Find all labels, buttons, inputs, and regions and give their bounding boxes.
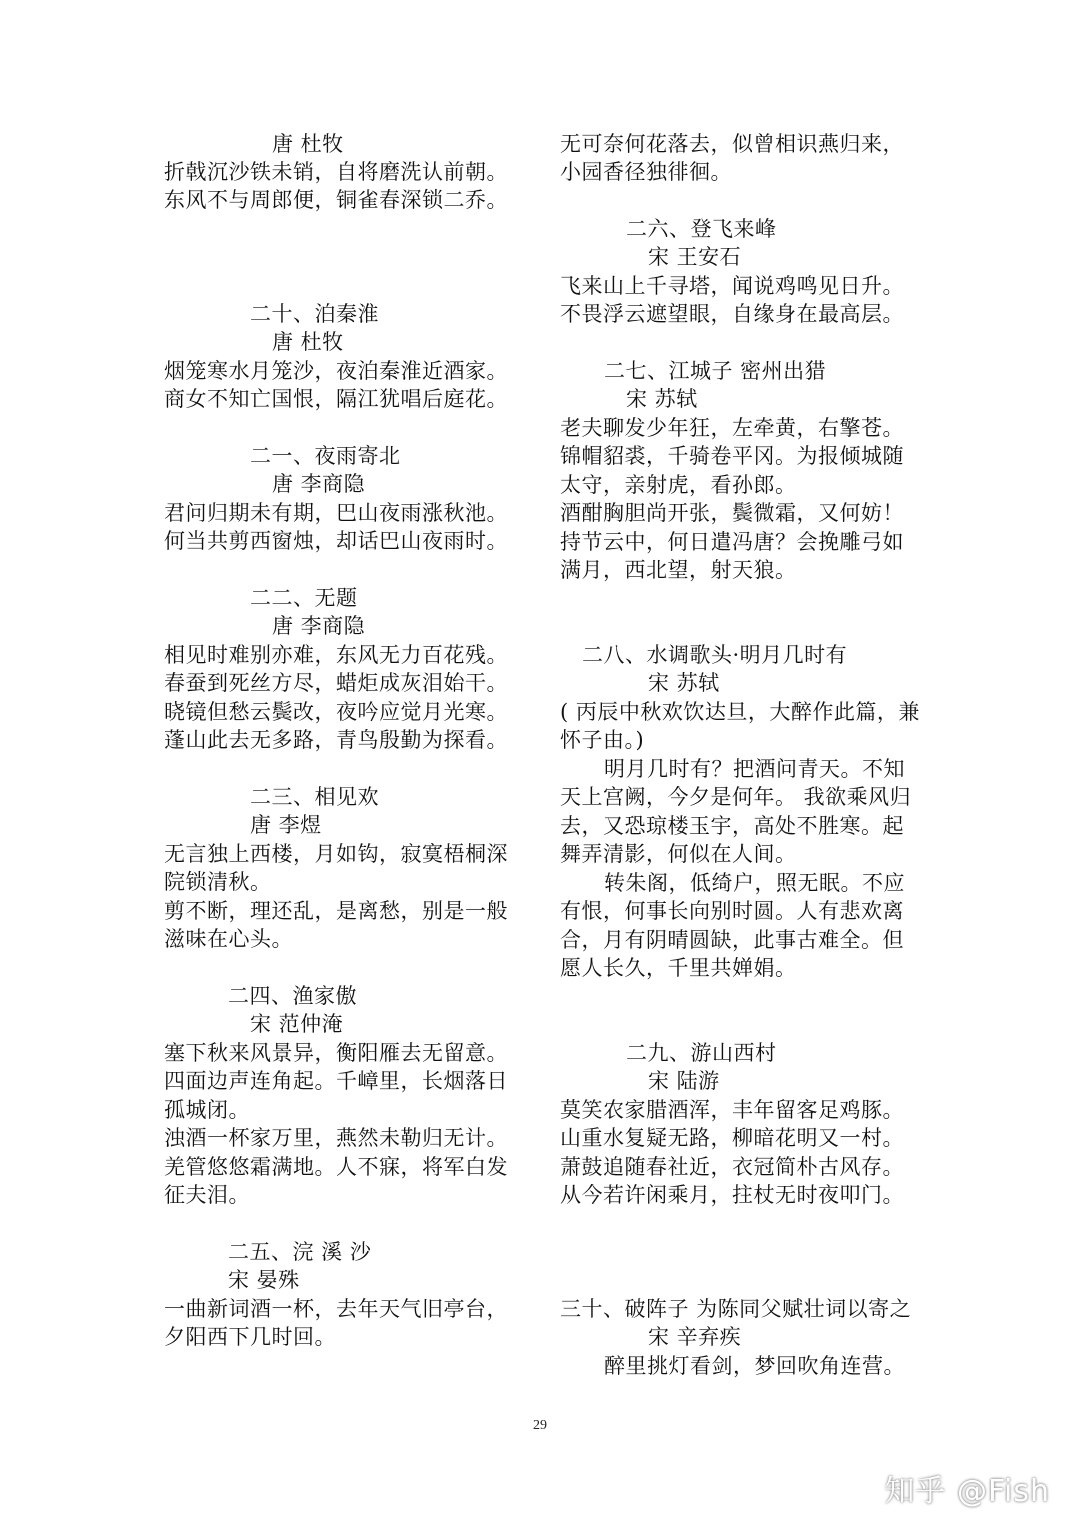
- poem-preface: 怀子由。): [560, 728, 645, 752]
- poem-author: 唐 杜牧: [272, 132, 344, 156]
- poem-title: 二四、渔家傲: [228, 984, 357, 1008]
- poem-line: 院锁清秋。: [164, 870, 272, 894]
- poem-line: 晓镜但愁云鬓改，夜吟应觉月光寒。: [164, 700, 508, 724]
- poem-title: 二十、泊秦淮: [250, 302, 379, 326]
- poem-author: 宋 王安石: [648, 245, 742, 269]
- poem-title: 二九、游山西村: [626, 1041, 777, 1065]
- poem-line: 醉里挑灯看剑，梦回吹角连营。: [604, 1354, 905, 1378]
- poem-line: 滋味在心头。: [164, 927, 293, 951]
- poem-title: 二三、相见欢: [250, 785, 379, 809]
- poem-line: 飞来山上千寻塔，闻说鸡鸣见日升。: [560, 274, 904, 298]
- zhihu-watermark: 知乎 @Fish: [884, 1474, 1050, 1509]
- poem-line: 老夫聊发少年狂，左牵黄，右擎苍。: [560, 416, 904, 440]
- poem-line: 一曲新词酒一杯，去年天气旧亭台，: [164, 1297, 508, 1321]
- poem-title: 三十、破阵子 为陈同父赋壮词以寄之: [560, 1297, 912, 1321]
- poem-line: 舞弄清影，何似在人间。: [560, 842, 797, 866]
- poem-title: 二七、江城子 密州出猎: [604, 359, 827, 383]
- poem-line: 合，月有阴晴圆缺，此事古难全。但: [560, 928, 904, 952]
- poem-line: 何当共剪西窗烛，却话巴山夜雨时。: [164, 529, 508, 553]
- poem-line: 小园香径独徘徊。: [560, 160, 732, 184]
- poem-line: 山重水复疑无路，柳暗花明又一村。: [560, 1126, 904, 1150]
- poem-line: 孤城闭。: [164, 1098, 250, 1122]
- poem-line: 羌管悠悠霜满地。人不寐，将军白发: [164, 1155, 508, 1179]
- poem-title: 二二、无题: [250, 586, 358, 610]
- poem-line: 四面边声连角起。千嶂里，长烟落日: [164, 1069, 508, 1093]
- poem-line: 东风不与周郎便，铜雀春深锁二乔。: [164, 188, 508, 212]
- poem-line: 折戟沉沙铁未销，自将磨洗认前朝。: [164, 160, 508, 184]
- poem-line: 去，又恐琼楼玉宇，高处不胜寒。起: [560, 814, 904, 838]
- poem-author: 宋 辛弃疾: [648, 1325, 742, 1349]
- poem-author: 宋 陆游: [648, 1069, 720, 1093]
- poem-line: 征夫泪。: [164, 1183, 250, 1207]
- poem-line: 蓬山此去无多路，青鸟殷勤为探看。: [164, 728, 508, 752]
- poem-title: 二六、登飞来峰: [626, 217, 777, 241]
- poem-author: 唐 李商隐: [272, 472, 366, 496]
- poem-author: 唐 李煜: [250, 813, 322, 837]
- poem-line: 相见时难别亦难，东风无力百花残。: [164, 643, 508, 667]
- poem-author: 唐 杜牧: [272, 330, 344, 354]
- poem-line: 酒酣胸胆尚开张，鬓微霜，又何妨！: [560, 501, 904, 525]
- poem-line: 不畏浮云遮望眼，自缘身在最高层。: [560, 302, 904, 326]
- poem-line: 烟笼寒水月笼沙，夜泊秦淮近酒家。: [164, 359, 508, 383]
- poem-line: 剪不断，理还乱，是离愁，别是一般: [164, 899, 508, 923]
- poem-title: 二一、夜雨寄北: [250, 444, 401, 468]
- poem-line: 商女不知亡国恨，隔江犹唱后庭花。: [164, 387, 508, 411]
- poem-author: 宋 苏轼: [648, 671, 720, 695]
- poem-line: 从今若许闲乘月，拄杖无时夜叩门。: [560, 1183, 904, 1207]
- poem-title: 二五、浣 溪 沙: [228, 1240, 372, 1264]
- poem-title: 二八、水调歌头·明月几时有: [582, 643, 848, 667]
- poem-line: 春蚕到死丝方尽，蜡炬成灰泪始干。: [164, 671, 508, 695]
- poem-line: 太守，亲射虎，看孙郎。: [560, 473, 797, 497]
- poem-line: 愿人长久，千里共婵娟。: [560, 956, 797, 980]
- poem-author: 宋 苏轼: [626, 387, 698, 411]
- poem-line: 浊酒一杯家万里，燕然未勒归无计。: [164, 1126, 508, 1150]
- poem-line: 明月几时有？把酒问青天。不知: [604, 757, 905, 781]
- poem-preface: ( 丙辰中秋欢饮达旦，大醉作此篇，兼: [560, 700, 920, 724]
- poem-line: 持节云中，何日遣冯唐？会挽雕弓如: [560, 530, 904, 554]
- poem-line: 莫笑农家腊酒浑，丰年留客足鸡豚。: [560, 1098, 904, 1122]
- poem-author: 宋 晏殊: [228, 1268, 300, 1292]
- poem-line: 转朱阁，低绮户，照无眠。不应: [604, 871, 905, 895]
- poem-line: 君问归期未有期，巴山夜雨涨秋池。: [164, 501, 508, 525]
- poem-author: 唐 李商隐: [272, 614, 366, 638]
- poem-line: 萧鼓追随春社近，衣冠简朴古风存。: [560, 1155, 904, 1179]
- poem-line: 夕阳西下几时回。: [164, 1325, 336, 1349]
- poem-line: 锦帽貂裘，千骑卷平冈。为报倾城随: [560, 444, 904, 468]
- poem-line: 无可奈何花落去，似曾相识燕归来，: [560, 132, 904, 156]
- poem-line: 有恨，何事长向别时圆。人有悲欢离: [560, 899, 904, 923]
- poem-line: 塞下秋来风景异，衡阳雁去无留意。: [164, 1041, 508, 1065]
- page-number: 29: [533, 1418, 547, 1433]
- poem-line: 满月，西北望，射天狼。: [560, 558, 797, 582]
- poem-author: 宋 范仲淹: [250, 1012, 344, 1036]
- poem-line: 天上宫阙，今夕是何年。 我欲乘风归: [560, 785, 912, 809]
- poem-line: 无言独上西楼，月如钩，寂寞梧桐深: [164, 842, 508, 866]
